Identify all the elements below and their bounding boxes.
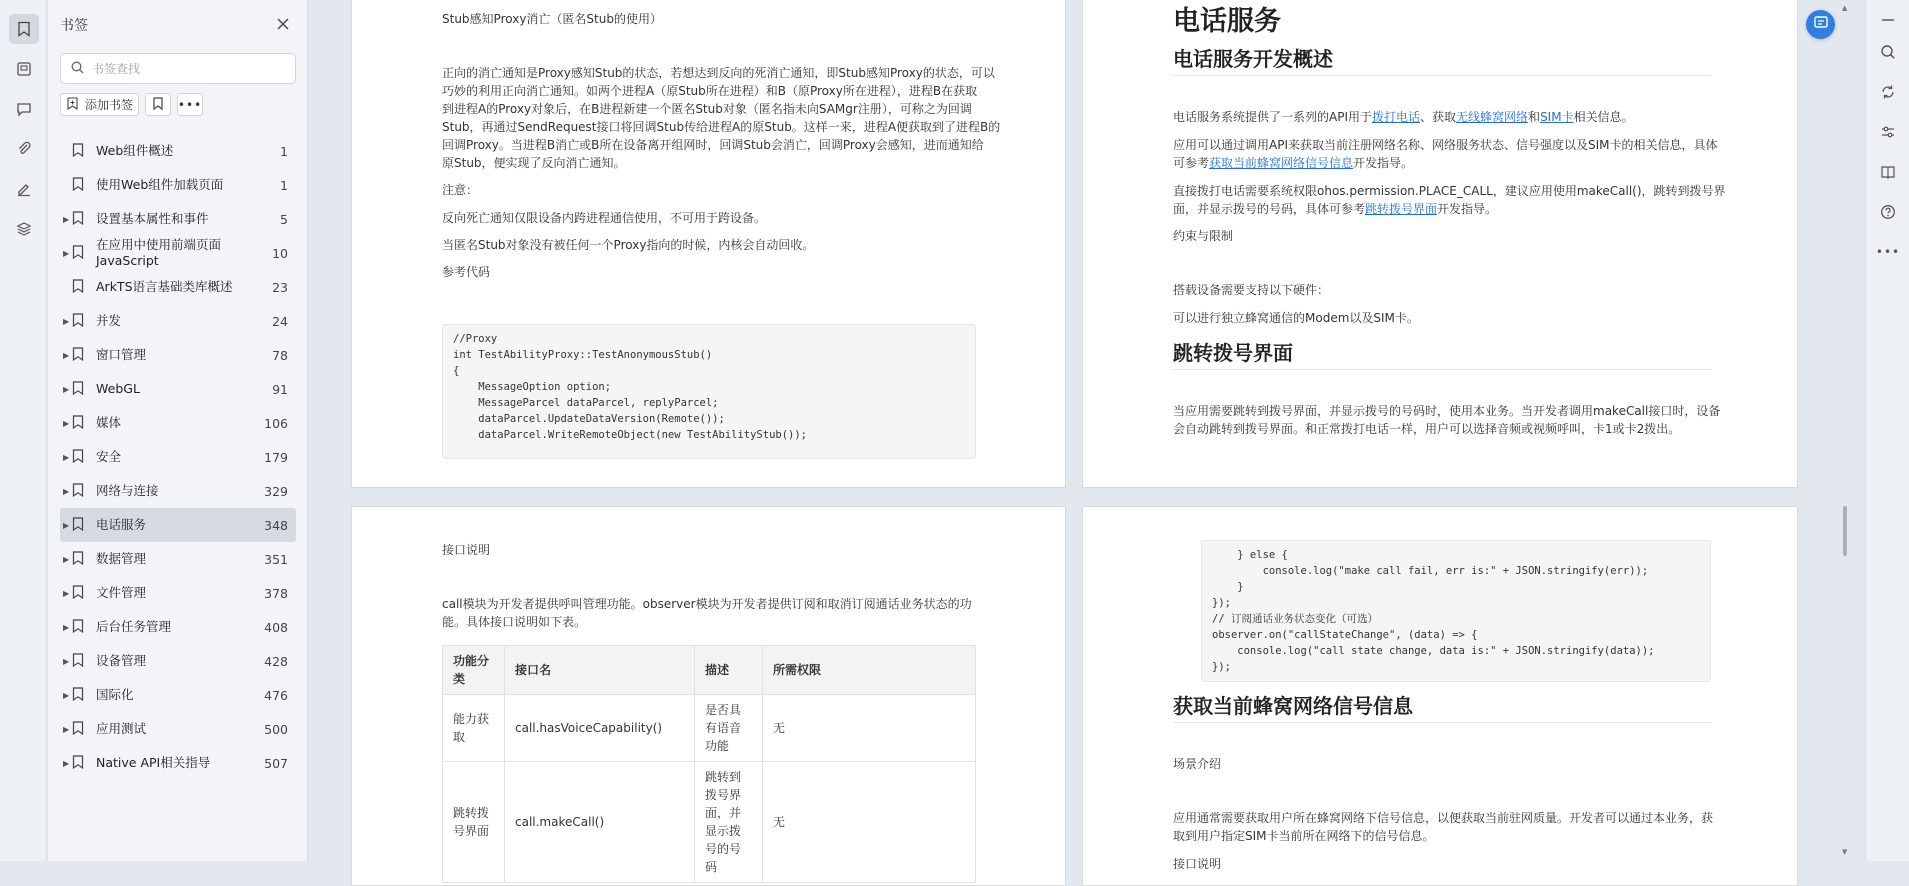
scrollbar-thumb[interactable] xyxy=(1843,506,1847,556)
bookmark-label: 媒体 xyxy=(96,415,122,430)
bookmark-search-input[interactable] xyxy=(92,62,282,76)
document-page xyxy=(351,506,1066,886)
text-run: 相关信息。 xyxy=(1573,110,1634,124)
code-block: } else { console.log("make call fail, err is:" + JSON.stringify(err)); } }); // 订阅通话业务状态变化（可选） observer.on("callStateChange", (data) => { console.log("call state change, data is:" + JSON.stringify(data)); }); xyxy=(1201,540,1711,682)
bookmark-label: ArkTS语言基础类库概述 xyxy=(96,279,233,294)
text-line: 正向的消亡通知是Proxy感知Stub的状态，若想达到反向的死消亡通知，即Stub感知Proxy的状态，可以 xyxy=(442,66,995,80)
bookmark-search-box[interactable] xyxy=(60,53,296,84)
bookmark-item[interactable] xyxy=(60,270,296,304)
table-cell: 跳转到拨号界面，并显示拨号的号码 xyxy=(695,762,763,883)
layers-icon[interactable] xyxy=(9,214,39,244)
constraints-label: 约束与限制 xyxy=(1173,229,1234,243)
bookmark-page-number: 329 xyxy=(264,483,288,499)
reading-mode-icon[interactable] xyxy=(1876,160,1900,184)
bookmark-item[interactable] xyxy=(60,440,296,474)
bookmark-icon xyxy=(72,143,84,160)
text-line xyxy=(1173,154,1718,172)
expand-arrow-icon[interactable]: ▶ xyxy=(63,350,70,360)
bookmark-page-number: 23 xyxy=(272,279,288,295)
bookmark-page-number: 10 xyxy=(272,245,288,261)
minimize-icon[interactable] xyxy=(1876,8,1900,32)
table-cell: 无 xyxy=(763,695,976,762)
note-label: 注意： xyxy=(442,183,479,197)
bookmark-page-number: 348 xyxy=(264,517,288,533)
bookmark-label: 国际化 xyxy=(96,687,134,702)
more-options-button[interactable] xyxy=(177,93,203,116)
table-row xyxy=(443,695,976,762)
text-run: 面，并显示拨号的号码，具体可参考 xyxy=(1173,202,1366,216)
bookmark-list xyxy=(60,134,296,780)
bookmark-icon xyxy=(72,585,84,602)
hardware-text: 可以进行独立蜂窝通信的Modem以及SIM卡。 xyxy=(1173,311,1419,325)
table-cell: 无 xyxy=(763,762,976,883)
text-line: 巧妙的利用正向消亡通知。如两个进程A（原Stub所在进程）和B（原Proxy所在进程），进程B在获取 xyxy=(442,84,978,98)
paragraph xyxy=(1173,108,1634,126)
bookmark-icon xyxy=(72,687,84,704)
settings-sliders-icon[interactable] xyxy=(1876,120,1900,144)
document-tool-icon xyxy=(1813,15,1829,35)
expand-arrow-icon[interactable]: ▶ xyxy=(63,214,70,224)
bookmark-label: 窗口管理 xyxy=(96,347,147,362)
bookmark-label: 安全 xyxy=(96,449,122,464)
bookmark-page-number: 1 xyxy=(280,177,288,193)
attachment-icon[interactable] xyxy=(9,134,39,164)
add-bookmark-icon xyxy=(66,97,79,113)
bookmark-label: 设置基本属性和事件 xyxy=(96,211,209,226)
expand-arrow-icon[interactable]: ▶ xyxy=(63,622,70,632)
bookmark-item[interactable] xyxy=(60,576,296,610)
bookmark-page-number: 476 xyxy=(264,687,288,703)
bookmark-page-number: 428 xyxy=(264,653,288,669)
table-cell: call.hasVoiceCapability() xyxy=(505,695,695,762)
vertical-scrollbar[interactable] xyxy=(1838,0,1852,861)
bookmark-label: 数据管理 xyxy=(96,551,147,566)
bookmark-icon xyxy=(72,245,84,262)
comment-icon[interactable] xyxy=(9,94,39,124)
text-run: 电话服务系统提供了一系列的API用于 xyxy=(1173,110,1372,124)
bookmark-filter-button[interactable] xyxy=(145,93,171,116)
text-line: 应用通常需要获取用户所在蜂窝网络下信号信息，以便获取当前驻网质量。开发者可以通过本业务，获 xyxy=(1173,811,1714,825)
bookmark-item[interactable] xyxy=(60,338,296,372)
bookmark-page-number: 24 xyxy=(272,313,288,329)
bookmark-item[interactable] xyxy=(60,406,296,440)
api-label: 接口说明 xyxy=(1173,857,1222,871)
bookmark-page-number: 106 xyxy=(264,415,288,431)
bookmark-page-number: 500 xyxy=(264,721,288,737)
bookmark-item[interactable] xyxy=(60,610,296,644)
scroll-down-arrow[interactable]: ▼ xyxy=(1842,848,1848,856)
code-block: //Proxy int TestAbilityProxy::TestAnonymousStub() { MessageOption option; MessageParcel dataParcel, replyParcel; dataParcel.UpdateDataVersion(Remote()); dataParcel.WriteRemoteObject(new TestAbilityStub()); xyxy=(442,324,976,459)
expand-arrow-icon[interactable]: ▶ xyxy=(63,554,70,564)
expand-arrow-icon[interactable]: ▶ xyxy=(63,588,70,598)
bookmark-item[interactable] xyxy=(60,168,296,202)
bookmark-item[interactable] xyxy=(60,678,296,712)
bookmark-item[interactable] xyxy=(60,542,296,576)
bookmark-page-number: 1 xyxy=(280,143,288,159)
bookmark-item[interactable] xyxy=(60,474,296,508)
bookmark-label: 电话服务 xyxy=(96,517,147,532)
bookmark-panel-icon[interactable] xyxy=(9,14,39,44)
bookmark-icon xyxy=(72,721,84,738)
text-line: 到进程A的Proxy对象后，在B进程新建一个匿名Stub对象（匿名指未向SAMgr注册），可称之为回调 xyxy=(442,102,972,116)
table-header-row xyxy=(443,646,976,695)
bookmark-item[interactable] xyxy=(60,712,296,746)
text-line: 回调Proxy。当进程B消亡或B所在设备离开组网时，回调Stub会消亡，回调Proxy会感知，进而通知给 xyxy=(442,138,984,152)
text-line: 直接拨打电话需要系统权限ohos.permission.PLACE_CALL，建议应用使用makeCall()，跳转到拨号界 xyxy=(1173,184,1726,198)
bookmark-label: 应用测试 xyxy=(96,721,147,736)
paragraph xyxy=(442,64,1000,172)
hardware-label: 搭载设备需要支持以下硬件： xyxy=(1173,283,1330,297)
close-icon[interactable] xyxy=(273,14,293,34)
table-cell: 是否具有语音功能 xyxy=(695,695,763,762)
bookmark-icon xyxy=(72,619,84,636)
bookmark-item[interactable] xyxy=(60,372,296,406)
scene-label: 场景介绍 xyxy=(1173,757,1222,771)
expand-arrow-icon[interactable]: ▶ xyxy=(63,248,70,258)
help-icon[interactable] xyxy=(1876,200,1900,224)
bookmark-page-number: 78 xyxy=(272,347,288,363)
rotate-icon[interactable] xyxy=(1876,80,1900,104)
expand-arrow-icon[interactable]: ▶ xyxy=(63,690,70,700)
text-line: 当应用需要跳转到拨号界面，并显示拨号的号码时，使用本业务。当开发者调用makeCall接口时，设备 xyxy=(1173,404,1721,418)
bookmark-label: 网络与连接 xyxy=(96,483,159,498)
expand-arrow-icon[interactable]: ▶ xyxy=(63,418,70,428)
bookmark-item[interactable] xyxy=(60,644,296,678)
table-header: 接口名 xyxy=(505,646,695,695)
table-header: 所需权限 xyxy=(763,646,976,695)
more-icon[interactable]: ••• xyxy=(1875,245,1901,259)
signature-icon[interactable] xyxy=(9,174,39,204)
text-run: 开发指导。 xyxy=(1353,156,1414,170)
add-bookmark-button[interactable] xyxy=(60,93,139,116)
table-cell: call.makeCall() xyxy=(505,762,695,883)
bookmark-page-number: 507 xyxy=(264,755,288,771)
link-sim-card[interactable]: SIM卡 xyxy=(1540,110,1574,124)
link-make-call[interactable]: 拨打电话 xyxy=(1372,110,1421,124)
bookmark-icon xyxy=(72,483,84,500)
bookmark-icon xyxy=(72,755,84,772)
expand-arrow-icon[interactable]: ▶ xyxy=(63,724,70,734)
bookmark-icon xyxy=(72,415,84,432)
document-page xyxy=(351,0,1066,488)
bookmark-item[interactable] xyxy=(60,236,296,270)
text-line: 应用可以通过调用API来获取当前注册网络名称、网络服务状态、信号强度以及SIM卡的相关信息，具体 xyxy=(1173,138,1718,152)
bookmark-icon xyxy=(72,211,84,228)
bookmark-label: Web组件概述 xyxy=(96,143,174,158)
table-cell: 能力获取 xyxy=(443,695,505,762)
zoom-search-icon[interactable] xyxy=(1876,40,1900,64)
bookmark-label: 在应用中使用前端页面JavaScript xyxy=(96,237,222,268)
more-icon: ••• xyxy=(177,97,203,112)
bookmark-label: Native API相关指导 xyxy=(96,755,211,770)
bookmark-icon xyxy=(72,381,84,398)
api-table xyxy=(442,645,976,883)
bookmark-page-number: 5 xyxy=(280,211,288,227)
bookmark-icon xyxy=(72,551,84,568)
sidebar-title: 书签 xyxy=(60,18,88,34)
expand-arrow-icon[interactable]: ▶ xyxy=(63,486,70,496)
text-line: 原Stub，便实现了反向消亡通知。 xyxy=(442,156,626,170)
section-heading: 获取当前蜂窝网络信号信息 xyxy=(1173,690,1711,723)
link-cellular-network[interactable]: 无线蜂窝网络 xyxy=(1456,110,1529,124)
paragraph xyxy=(1173,809,1713,845)
left-tool-rail xyxy=(0,0,47,861)
section-heading: 电话服务开发概述 xyxy=(1173,43,1711,76)
text-run: 可参考 xyxy=(1173,156,1210,170)
text-run: 和 xyxy=(1528,110,1541,124)
bookmark-page-number: 408 xyxy=(264,619,288,635)
bookmark-page-number: 378 xyxy=(264,585,288,601)
thumbnail-icon[interactable] xyxy=(9,54,39,84)
bookmark-label: 设备管理 xyxy=(96,653,147,668)
text-run: 、获取 xyxy=(1420,110,1457,124)
link-signal-info[interactable]: 获取当前蜂窝网络信号信息 xyxy=(1209,156,1354,170)
bookmark-item[interactable] xyxy=(60,304,296,338)
link-dial-screen[interactable]: 跳转拨号界面 xyxy=(1365,202,1438,216)
bookmark-label: 文件管理 xyxy=(96,585,147,600)
text-line: 能。具体接口说明如下表。 xyxy=(442,615,587,629)
scroll-up-arrow[interactable]: ▲ xyxy=(1842,4,1848,12)
expand-arrow-icon[interactable]: ▶ xyxy=(63,758,70,768)
bookmark-item[interactable] xyxy=(60,134,296,168)
bookmark-icon xyxy=(72,347,84,364)
floating-tool-button[interactable] xyxy=(1806,10,1835,39)
bookmark-icon xyxy=(72,653,84,670)
text-line xyxy=(1173,200,1726,218)
document-page xyxy=(1082,506,1798,886)
bookmark-page-number: 179 xyxy=(264,449,288,465)
bookmark-label: 后台任务管理 xyxy=(96,619,172,634)
table-cell: 跳转拨号界面 xyxy=(443,762,505,883)
bookmark-icon xyxy=(72,313,84,330)
paragraph xyxy=(442,595,972,631)
text-line: 取到用户指定SIM卡当前所在网络下的信号信息。 xyxy=(1173,829,1435,843)
expand-arrow-icon[interactable]: ▶ xyxy=(63,452,70,462)
bookmark-item[interactable] xyxy=(60,202,296,236)
bookmark-icon xyxy=(72,279,84,296)
section-heading: Stub感知Proxy消亡（匿名Stub的使用） xyxy=(442,12,662,26)
text-line: 会自动跳转到拨号界面。和正常拨打电话一样，用户可以选择音频或视频呼叫，卡1或卡2拨出。 xyxy=(1173,422,1681,436)
api-label: 接口说明 xyxy=(442,543,491,557)
search-icon xyxy=(71,59,84,78)
table-row xyxy=(443,762,976,883)
note-text: 当匿名Stub对象没有被任何一个Proxy指向的时候，内核会自动回收。 xyxy=(442,238,815,252)
table-header: 描述 xyxy=(695,646,763,695)
expand-arrow-icon[interactable]: ▶ xyxy=(63,316,70,326)
add-bookmark-label: 添加书签 xyxy=(85,98,134,112)
section-heading: 跳转拨号界面 xyxy=(1173,337,1711,370)
bookmark-item[interactable] xyxy=(60,746,296,780)
bookmark-sidebar xyxy=(48,0,308,861)
note-text: 反向死亡通知仅限设备内跨进程通信使用，不可用于跨设备。 xyxy=(442,211,767,225)
reference-label: 参考代码 xyxy=(442,265,491,279)
bookmark-page-number: 351 xyxy=(264,551,288,567)
bookmark-icon xyxy=(72,449,84,466)
bookmark-label: 使用Web组件加载页面 xyxy=(96,177,224,192)
bookmark-label: WebGL xyxy=(96,381,140,396)
bookmark-label: 并发 xyxy=(96,313,122,328)
paragraph xyxy=(1173,402,1720,438)
bookmark-icon xyxy=(72,517,84,534)
expand-arrow-icon[interactable]: ▶ xyxy=(63,656,70,666)
text-line: call模块为开发者提供呼叫管理功能。observer模块为开发者提供订阅和取消订阅通话业务状态的功 xyxy=(442,597,972,611)
expand-arrow-icon[interactable]: ▶ xyxy=(63,384,70,394)
text-run: 开发指导。 xyxy=(1437,202,1498,216)
right-tool-rail xyxy=(1865,0,1909,861)
chapter-title: 电话服务 xyxy=(1173,6,1281,37)
bookmark-icon xyxy=(72,177,84,194)
paragraph xyxy=(1173,136,1718,172)
bookmark-icon xyxy=(152,97,164,113)
document-page xyxy=(1082,0,1798,488)
expand-arrow-icon[interactable]: ▶ xyxy=(63,520,70,530)
paragraph xyxy=(1173,182,1726,218)
table-header: 功能分类 xyxy=(443,646,505,695)
bookmark-page-number: 91 xyxy=(272,381,288,397)
bookmark-item[interactable] xyxy=(60,508,296,542)
text-line: Stub，再通过SendRequest接口将回调Stub传给进程A的原Stub。这样一来，进程A便获取到了进程B的 xyxy=(442,120,1001,134)
